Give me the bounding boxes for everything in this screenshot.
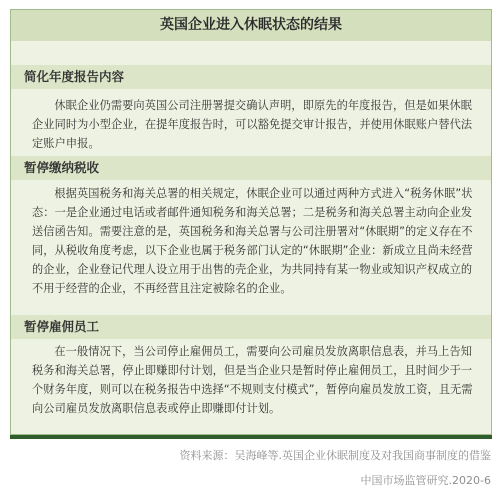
section-heading-stop-employment: 暂停雇佣员工: [11, 315, 491, 339]
section-body-simplified-report: 休眠企业仍需要向英国公司注册署提交确认声明，即原先的年度报告，但是如果休眠企业同时为小型企业，在提年度报告时，可以豁免提交审计报告，并使用休眠账户替代法定账户申报。: [32, 99, 473, 150]
source-citation: 资料来源：吴海峰等.英国企业休眠制度及对我国商事制度的借鉴: [179, 449, 491, 462]
section-body-tax-suspension: 根据英国税务和海关总署的相关规定，休眠企业可以通过两种方式进入“税务休眠”状态：一是企业通过电话或者邮件通知税务和海关总署；二是税务和海关总署主动向企业发送信函告知。需要注意的是，英国税务和海关总署与公司注册署对“休眠期”的定义存在不同，从税收角度考虑，以下企业也属于税务部门认定的“休眠期”企业：新成立且尚未经营的企业，企业登记代理人设立用于出售的壳企业，为共同持有某一物业或知识产权成立的不用于经营的企业，不再经营且注定被除名的企业。: [32, 187, 473, 295]
section-heading-tax-suspension: 暂停缴纳税收: [11, 156, 491, 180]
info-card: [10, 9, 492, 435]
bottom-accent-bar: [10, 435, 492, 439]
section-heading-simplified-report: 简化年度报告内容: [11, 65, 491, 89]
source-journal: 中国市场监管研究.2020-6: [360, 474, 491, 487]
card-title: 英国企业进入休眠状态的结果: [11, 10, 491, 41]
section-body-stop-employment: 在一般情况下，当公司停止雇佣员工，需要向公司雇员发放离职信息表，并马上告知税务和海关总署，停止即赚即付计划，但是当企业只是暂时停止雇佣员工，且时间少于一个财务年度，则可以在税务报告中选择“不规则支付模式”，暂停向雇员发放工资，且无需向公司雇员发放离职信息表或停止即赚即付计划。: [32, 345, 473, 415]
